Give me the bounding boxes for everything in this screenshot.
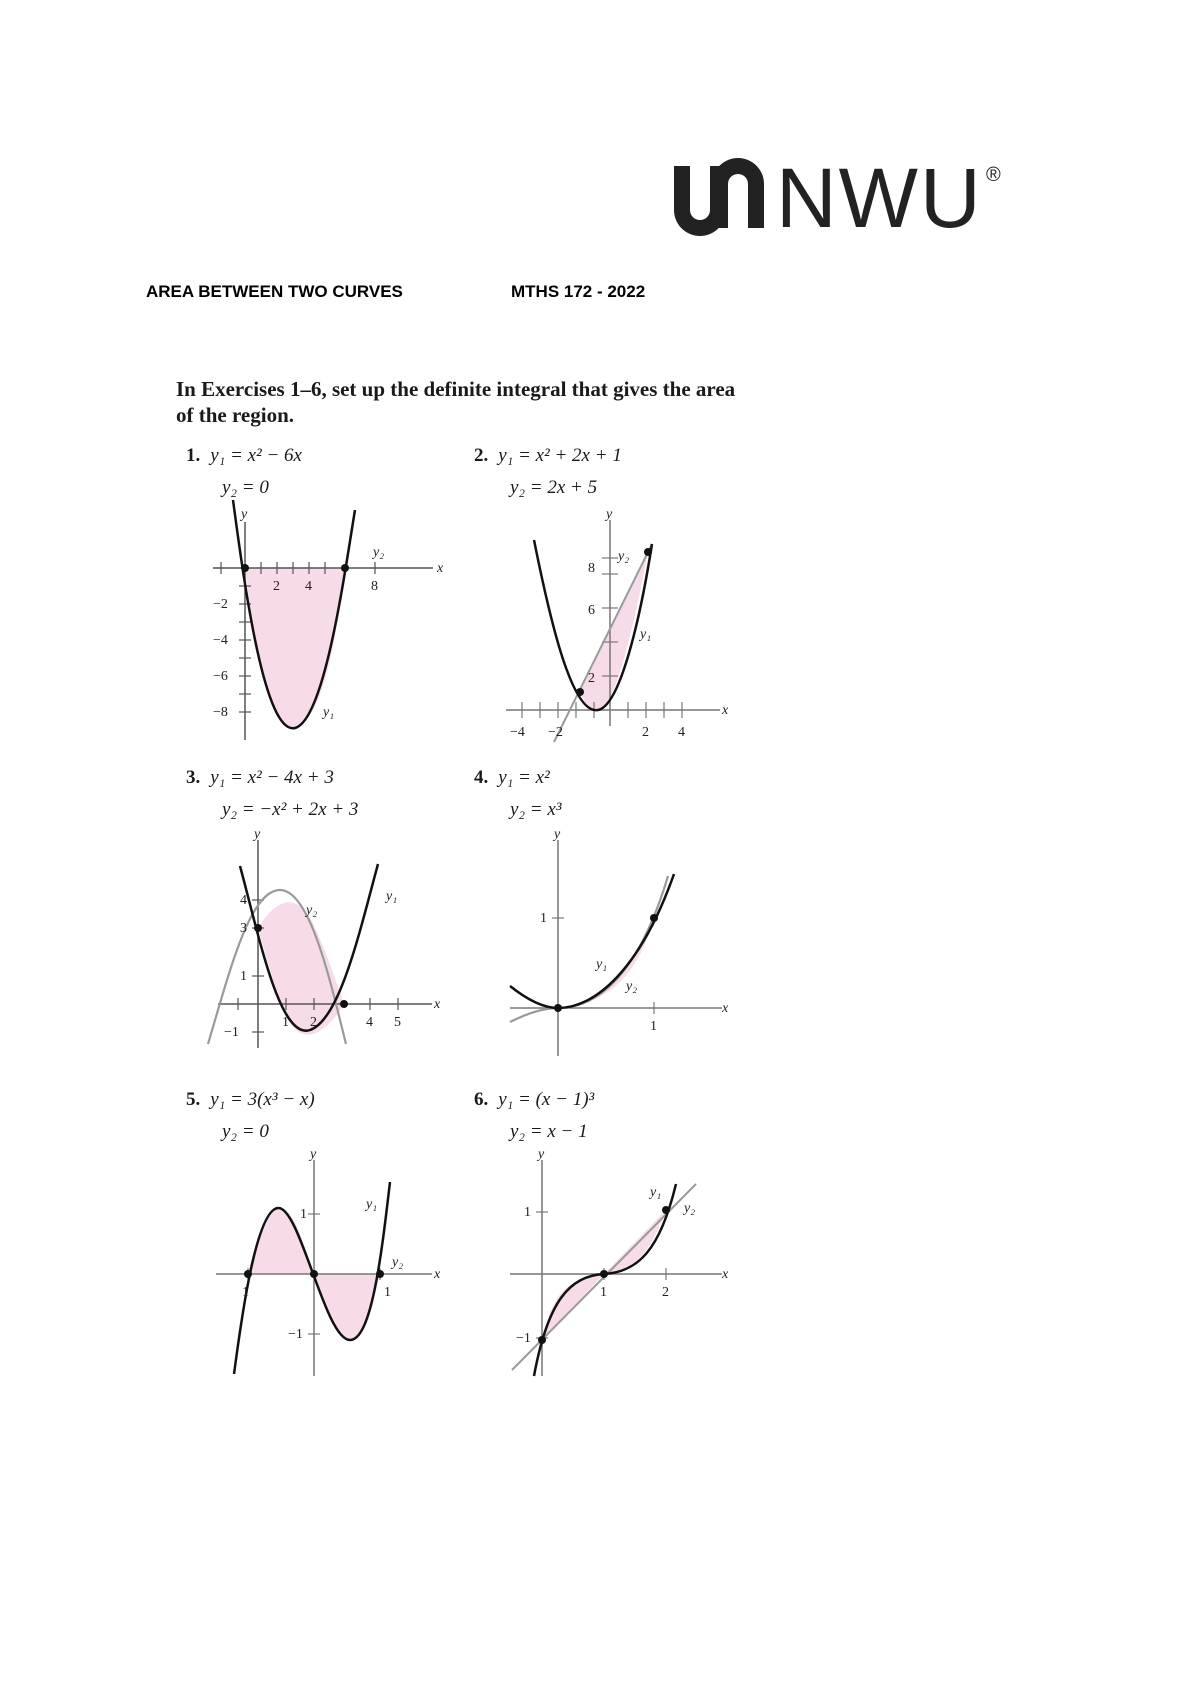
tick-label: 1 bbox=[242, 1285, 249, 1300]
curve-label-y1: y₁ bbox=[386, 889, 398, 904]
instructions: In Exercises 1–6, set up the definite integral that gives the area of the region. bbox=[176, 377, 736, 427]
tick-label: −1 bbox=[288, 1327, 303, 1342]
exercise-1 bbox=[186, 440, 302, 504]
intersection-point bbox=[376, 1270, 384, 1278]
graph-exercise-2 bbox=[500, 507, 740, 740]
intersection-point bbox=[650, 914, 658, 922]
intersection-point bbox=[644, 548, 652, 556]
university-logo-icon bbox=[668, 158, 768, 238]
graph-exercise-3 bbox=[210, 827, 450, 1060]
curve-y1 bbox=[534, 1184, 676, 1376]
exercise-5 bbox=[186, 1084, 315, 1148]
exercise-number: 4. bbox=[474, 767, 489, 788]
curve-label-y2: y₂ bbox=[626, 979, 638, 994]
equation-y2: y₂ = 2x + 5 bbox=[510, 477, 598, 498]
x-axis-label: x bbox=[722, 1267, 729, 1282]
intersection-point bbox=[310, 1270, 318, 1278]
curve-label-y2: y₂ bbox=[306, 903, 318, 918]
tick-label: 2 bbox=[642, 725, 649, 740]
intersection-point bbox=[254, 924, 262, 932]
equation-y2: y₂ = x − 1 bbox=[510, 1121, 588, 1142]
curve-label-y1: y₁ bbox=[650, 1185, 662, 1200]
equation-y2: y₂ = −x² + 2x + 3 bbox=[222, 799, 359, 820]
equation-y2: y₂ = 0 bbox=[222, 477, 269, 498]
x-axis-label: x bbox=[437, 561, 444, 576]
intersection-point bbox=[244, 1270, 252, 1278]
y-axis-label: y bbox=[606, 507, 613, 522]
equation-y2: y₂ = x³ bbox=[510, 799, 562, 820]
graph-exercise-5 bbox=[210, 1147, 450, 1380]
tick-label: 8 bbox=[371, 579, 378, 594]
equation-y1: y₁ = 3(x³ − x) bbox=[210, 1089, 315, 1110]
intersection-point bbox=[538, 1336, 546, 1344]
exercise-number: 6. bbox=[474, 1089, 489, 1110]
tick-label: 1 bbox=[650, 1019, 657, 1034]
x-axis-label: x bbox=[722, 1001, 729, 1016]
curve-label-y2: y₂ bbox=[373, 545, 385, 560]
nwu-logo bbox=[668, 151, 1008, 245]
equation-y1: y₁ = (x − 1)³ bbox=[498, 1089, 595, 1110]
curve-y1 bbox=[510, 874, 674, 1008]
tick-label: −2 bbox=[548, 725, 563, 740]
tick-label: 2 bbox=[588, 671, 595, 686]
x-axis-label: x bbox=[722, 703, 729, 718]
graph-exercise-4 bbox=[500, 827, 740, 1060]
exercise-4 bbox=[474, 762, 562, 826]
tick-label: 6 bbox=[588, 603, 595, 618]
tick-label: −1 bbox=[516, 1331, 531, 1346]
intersection-point bbox=[662, 1206, 670, 1214]
exercise-number: 2. bbox=[474, 445, 489, 466]
course-code: MTHS 172 - 2022 bbox=[511, 282, 646, 301]
curve-label-y1: y₁ bbox=[640, 627, 652, 642]
tick-label: 3 bbox=[240, 921, 247, 936]
exercise-3 bbox=[186, 762, 358, 826]
exercise-2 bbox=[474, 440, 622, 504]
y-axis-label: y bbox=[310, 1147, 317, 1162]
curve-label-y1: y₁ bbox=[323, 705, 335, 720]
tick-label: 5 bbox=[394, 1015, 401, 1030]
exercise-number: 5. bbox=[186, 1089, 201, 1110]
equation-y1: y₁ = x² − 4x + 3 bbox=[210, 767, 334, 788]
y-axis-label: y bbox=[538, 1147, 545, 1162]
intersection-point bbox=[576, 688, 584, 696]
equation-y1: y₁ = x² bbox=[498, 767, 550, 788]
tick-label: 2 bbox=[662, 1285, 669, 1300]
document-title: AREA BETWEEN TWO CURVES bbox=[146, 282, 403, 301]
intersection-point bbox=[600, 1270, 608, 1278]
tick-label: −2 bbox=[213, 597, 228, 612]
exercise-number: 1. bbox=[186, 445, 201, 466]
shaded-region bbox=[258, 902, 344, 1034]
tick-label: 4 bbox=[366, 1015, 373, 1030]
y-axis-label: y bbox=[554, 827, 561, 842]
exercise-6 bbox=[474, 1084, 594, 1148]
exercise-number: 3. bbox=[186, 767, 201, 788]
equation-y1: y₁ = x² − 6x bbox=[210, 445, 302, 466]
equation-y1: y₁ = x² + 2x + 1 bbox=[498, 445, 622, 466]
curve-label-y2: y₂ bbox=[684, 1201, 696, 1216]
tick-label: −4 bbox=[510, 725, 525, 740]
tick-label: −1 bbox=[224, 1025, 239, 1040]
tick-label: −4 bbox=[213, 633, 228, 648]
tick-label: 1 bbox=[600, 1285, 607, 1300]
tick-label: 1 bbox=[540, 911, 547, 926]
x-axis-label: x bbox=[434, 1267, 441, 1282]
graph-exercise-6 bbox=[500, 1147, 740, 1380]
tick-label: 1 bbox=[384, 1285, 391, 1300]
logo-wordmark: NWU bbox=[776, 151, 983, 245]
y-axis-label: y bbox=[241, 507, 248, 522]
tick-label: 1 bbox=[524, 1205, 531, 1220]
x-axis-label: x bbox=[434, 997, 441, 1012]
tick-label: 2 bbox=[310, 1015, 317, 1030]
registered-mark: ® bbox=[986, 164, 1001, 186]
tick-label: 1 bbox=[282, 1015, 289, 1030]
tick-label: 2 bbox=[273, 579, 280, 594]
tick-label: 8 bbox=[588, 561, 595, 576]
intersection-point bbox=[554, 1004, 562, 1012]
curve-label-y1: y₁ bbox=[596, 957, 608, 972]
curve-label-y2: y₂ bbox=[392, 1255, 404, 1270]
y-axis-label: y bbox=[254, 827, 261, 842]
equation-y2: y₂ = 0 bbox=[222, 1121, 269, 1142]
graph-exercise-1 bbox=[205, 507, 445, 740]
tick-label: −6 bbox=[213, 669, 228, 684]
intersection-point bbox=[241, 564, 249, 572]
tick-label: 1 bbox=[300, 1207, 307, 1222]
tick-label: −8 bbox=[213, 705, 228, 720]
tick-label: 1 bbox=[240, 969, 247, 984]
curve-label-y1: y₁ bbox=[366, 1197, 378, 1212]
tick-label: 4 bbox=[240, 893, 247, 908]
curve-label-y2: y₂ bbox=[618, 549, 630, 564]
intersection-point bbox=[340, 1000, 348, 1008]
intersection-point bbox=[341, 564, 349, 572]
tick-label: 4 bbox=[678, 725, 685, 740]
tick-label: 4 bbox=[305, 579, 312, 594]
